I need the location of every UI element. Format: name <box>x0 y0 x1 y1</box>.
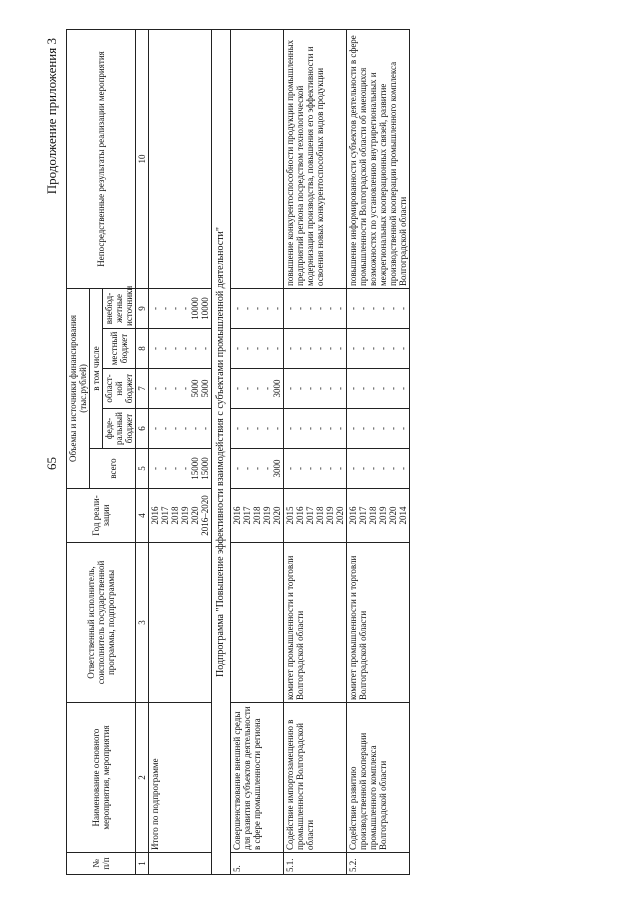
row-regional-value: - <box>358 387 368 390</box>
row-extra <box>284 288 347 328</box>
row-regional-value: - <box>335 387 345 390</box>
row-regional-value: - <box>388 387 398 390</box>
subprogram-title: Подпрограмма "Повышение эффективности взаимодействия с субъектами промышленной деятельности" <box>212 29 231 874</box>
row-years-value: 2019 <box>378 506 388 525</box>
row-local-value: - <box>252 347 262 350</box>
row-local-value: - <box>200 347 210 350</box>
row-local <box>284 329 347 369</box>
row-total-value: - <box>368 467 378 470</box>
row-regional-value: - <box>242 387 252 390</box>
row-executor: комитет промышленности и торговли Волгоградской области <box>284 543 347 703</box>
header-executor: Ответственный исполнитель, соисполнитель государственной программы, подпрограммы <box>67 543 136 703</box>
row-extra-value: - <box>252 306 262 310</box>
row-local-value: - <box>335 347 345 350</box>
row-total-value: - <box>325 467 335 470</box>
row-federal-value: - <box>368 427 378 430</box>
row-total-value: - <box>262 467 272 470</box>
row-years-value: 2017 <box>242 506 252 525</box>
row-years-value: 2020 <box>272 506 282 525</box>
header-extra: внебюд-жетные источники <box>103 288 136 328</box>
row-total <box>149 449 212 489</box>
row-regional-value: 5000 <box>200 379 210 398</box>
row-years-value: 2016 <box>232 506 242 525</box>
header-results: Непосредственные результаты реализации мероприятия <box>67 29 136 288</box>
row-extra <box>347 288 410 328</box>
row-extra-value: - <box>325 306 335 310</box>
row-regional-value: - <box>252 387 262 390</box>
row-total-value: - <box>348 467 358 470</box>
row-total-value: - <box>285 467 295 470</box>
row-federal-value: - <box>335 427 345 430</box>
column-number: 5 <box>136 449 149 489</box>
row-local-value: - <box>232 347 242 350</box>
row-extra-value: - <box>272 306 282 310</box>
row-result <box>149 29 212 288</box>
row-local-value: - <box>295 347 305 350</box>
row-extra-value: - <box>335 306 345 310</box>
table-body-total <box>149 29 212 874</box>
row-regional-value: - <box>262 387 272 390</box>
header-federal: феде-ральный бюджет <box>103 409 136 449</box>
row-years-value: 2018 <box>368 506 378 525</box>
row-extra-value: 10000 <box>200 297 210 320</box>
row-regional <box>347 369 410 409</box>
row-local-value: - <box>348 347 358 350</box>
row-extra-value: - <box>262 306 272 310</box>
row-years-value: 2015 <box>285 506 295 525</box>
row-extra-value: - <box>315 306 325 310</box>
row-name: Содействие развитию производственной кооперации промышленного комплекса Волгоградской области <box>347 703 410 853</box>
row-total <box>284 449 347 489</box>
row-federal-value: - <box>272 427 282 430</box>
row-federal-value: - <box>348 427 358 430</box>
row-years-value: 2016 <box>150 506 160 525</box>
column-number: 10 <box>136 29 149 288</box>
row-local <box>149 329 212 369</box>
row-regional-value: - <box>160 387 170 390</box>
row-total-value: - <box>180 467 190 470</box>
row-years-value: 2019 <box>325 506 335 525</box>
row-years-value: 2018 <box>315 506 325 525</box>
row-local-value: - <box>325 347 335 350</box>
row-extra-value: - <box>242 306 252 310</box>
row-regional-value: - <box>315 387 325 390</box>
column-number: 6 <box>136 409 149 449</box>
row-total-value: - <box>315 467 325 470</box>
row-regional-value: - <box>232 387 242 390</box>
row-federal-value: - <box>262 427 272 430</box>
row-extra-value: - <box>358 306 368 310</box>
row-regional-value: - <box>378 387 388 390</box>
row-local-value: - <box>150 347 160 350</box>
row-regional <box>231 369 284 409</box>
row-federal-value: - <box>150 427 160 430</box>
row-number: 5. <box>231 853 284 875</box>
row-years <box>347 489 410 543</box>
row-years-value: 2017 <box>358 506 368 525</box>
row-regional-value: - <box>368 387 378 390</box>
table-row <box>284 29 347 874</box>
row-result: повышение информированности субъектов деятельности в сфере промышленности Волгоградской области об имеющихся возможностях по установлению внутрирегиональных и межрегиональных кооперационных связей, развитие производственной кооперации промышленного комплекса Волгоградской области <box>347 29 410 288</box>
rotated-page <box>40 30 600 875</box>
row-federal-value: - <box>398 427 408 430</box>
header-year: Год реали-зации <box>67 489 136 543</box>
row-extra-value: - <box>378 306 388 310</box>
row-regional-value: - <box>150 387 160 390</box>
row-federal <box>347 409 410 449</box>
row-regional-value: 5000 <box>190 379 200 398</box>
row-years-value: 2020 <box>388 506 398 525</box>
column-number: 3 <box>136 543 149 703</box>
row-number: 5.1. <box>284 853 347 875</box>
column-number: 4 <box>136 489 149 543</box>
row-extra-value: - <box>180 306 190 310</box>
row-local-value: - <box>358 347 368 350</box>
row-federal-value: - <box>388 427 398 430</box>
row-total-value: - <box>305 467 315 470</box>
row-executor: комитет промышленности и торговли Волгоградской области <box>347 543 410 703</box>
row-federal-value: - <box>295 427 305 430</box>
row-total-value: 15000 <box>190 457 200 480</box>
row-result: повышение конкурентоспособности продукции промышленных предприятий региона посредством технологической модернизации производства, повышения его эффективности и освоения новых конкурентоспособных видов продукции <box>284 29 347 288</box>
row-total-value: - <box>378 467 388 470</box>
row-federal-value: - <box>325 427 335 430</box>
row-federal-value: - <box>200 427 210 430</box>
row-federal-value: - <box>252 427 262 430</box>
row-years-value: 2018 <box>252 506 262 525</box>
row-years-value: 2016 <box>295 506 305 525</box>
row-regional-value: - <box>305 387 315 390</box>
row-federal-value: - <box>180 427 190 430</box>
row-total <box>231 449 284 489</box>
row-federal-value: - <box>170 427 180 430</box>
row-total-value: - <box>358 467 368 470</box>
row-local-value: - <box>388 347 398 350</box>
row-local-value: - <box>262 347 272 350</box>
row-number: 5.2. <box>347 853 410 875</box>
column-number: 9 <box>136 288 149 328</box>
column-number-row <box>136 29 149 874</box>
row-years-value: 2019 <box>262 506 272 525</box>
row-federal <box>149 409 212 449</box>
row-total-value: - <box>388 467 398 470</box>
row-local-value: - <box>305 347 315 350</box>
header-name: Наименование основного мероприятия, мероприятия <box>67 703 136 853</box>
continuation-label: Продолжение приложения 3 <box>44 38 59 195</box>
row-years <box>149 489 212 543</box>
row-regional <box>284 369 347 409</box>
row-extra-value: - <box>305 306 315 310</box>
column-number: 2 <box>136 703 149 853</box>
row-local-value: - <box>170 347 180 350</box>
row-extra <box>231 288 284 328</box>
row-years-value: 2014 <box>398 506 408 525</box>
row-name: Содействие импортозамещению в промышленности Волгоградской области <box>284 703 347 853</box>
row-local-value: - <box>285 347 295 350</box>
row-federal-value: - <box>190 427 200 430</box>
header-local: местный бюджет <box>103 329 136 369</box>
row-years-value: 2017 <box>305 506 315 525</box>
row-total-value: 15000 <box>200 457 210 480</box>
row-total-value: - <box>295 467 305 470</box>
table-row <box>347 29 410 874</box>
table-body-subprogram <box>231 29 410 874</box>
row-regional-value: - <box>348 387 358 390</box>
row-years <box>231 489 284 543</box>
row-local-value: - <box>242 347 252 350</box>
row-regional-value: - <box>285 387 295 390</box>
row-extra-value: - <box>348 306 358 310</box>
header-num: № п/п <box>67 853 136 875</box>
header-funding: Объемы и источники финансирования (тыс.рублей) <box>67 288 90 488</box>
row-total-value: - <box>160 467 170 470</box>
row-total-value: - <box>335 467 345 470</box>
row-extra-value: 10000 <box>190 297 200 320</box>
row-total-value: - <box>150 467 160 470</box>
row-regional-value: - <box>180 387 190 390</box>
row-local <box>231 329 284 369</box>
row-extra-value: - <box>150 306 160 310</box>
column-number: 7 <box>136 369 149 409</box>
row-extra-value: - <box>368 306 378 310</box>
row-local-value: - <box>190 347 200 350</box>
row-federal-value: - <box>285 427 295 430</box>
row-extra-value: - <box>398 306 408 310</box>
column-number: 1 <box>136 853 149 875</box>
row-federal-value: - <box>315 427 325 430</box>
row-executor <box>231 543 284 703</box>
row-federal-value: - <box>305 427 315 430</box>
header-in-that: в том числе <box>90 288 103 448</box>
row-local-value: - <box>398 347 408 350</box>
row-regional-value: - <box>295 387 305 390</box>
row-regional-value: - <box>325 387 335 390</box>
row-years <box>284 489 347 543</box>
row-years-value: 2016–2020 <box>200 495 210 536</box>
row-total <box>347 449 410 489</box>
row-years-value: 2017 <box>160 506 170 525</box>
header-regional: област-ной бюджет <box>103 369 136 409</box>
row-federal-value: - <box>358 427 368 430</box>
row-years-value: 2020 <box>335 506 345 525</box>
row-regional <box>149 369 212 409</box>
row-years-value: 2020 <box>190 506 200 525</box>
row-total-value: - <box>242 467 252 470</box>
row-local-value: - <box>378 347 388 350</box>
row-regional-value: 3000 <box>272 379 282 398</box>
row-local-value: - <box>368 347 378 350</box>
row-executor <box>149 543 212 703</box>
row-name: Итого по подпрограмме <box>149 703 212 853</box>
header-total: всего <box>90 449 136 489</box>
row-total-value: - <box>252 467 262 470</box>
row-local <box>347 329 410 369</box>
row-local-value: - <box>180 347 190 350</box>
column-number: 8 <box>136 329 149 369</box>
row-federal <box>231 409 284 449</box>
row-total-value: 3000 <box>272 459 282 478</box>
program-table <box>66 29 410 875</box>
row-total-value: - <box>170 467 180 470</box>
row-federal-value: - <box>242 427 252 430</box>
row-total-value: - <box>232 467 242 470</box>
row-extra-value: - <box>285 306 295 310</box>
page-number: 65 <box>44 457 59 470</box>
row-federal <box>284 409 347 449</box>
row-name: Совершенствование внешней среды для развития субъектов деятельности в сфере промышленности региона <box>231 703 284 853</box>
row-regional-value: - <box>170 387 180 390</box>
row-federal-value: - <box>378 427 388 430</box>
row-years-value: 2018 <box>170 506 180 525</box>
table-row <box>149 29 212 874</box>
row-local-value: - <box>315 347 325 350</box>
row-extra-value: - <box>388 306 398 310</box>
row-extra <box>149 288 212 328</box>
row-local-value: - <box>160 347 170 350</box>
row-extra-value: - <box>160 306 170 310</box>
row-extra-value: - <box>295 306 305 310</box>
row-extra-value: - <box>232 306 242 310</box>
row-number <box>149 853 212 875</box>
row-federal-value: - <box>232 427 242 430</box>
row-local-value: - <box>272 347 282 350</box>
table-row <box>231 29 284 874</box>
row-total-value: - <box>398 467 408 470</box>
row-extra-value: - <box>170 306 180 310</box>
row-federal-value: - <box>160 427 170 430</box>
row-years-value: 2016 <box>348 506 358 525</box>
row-regional-value: - <box>398 387 408 390</box>
row-years-value: 2019 <box>180 506 190 525</box>
row-result <box>231 29 284 288</box>
